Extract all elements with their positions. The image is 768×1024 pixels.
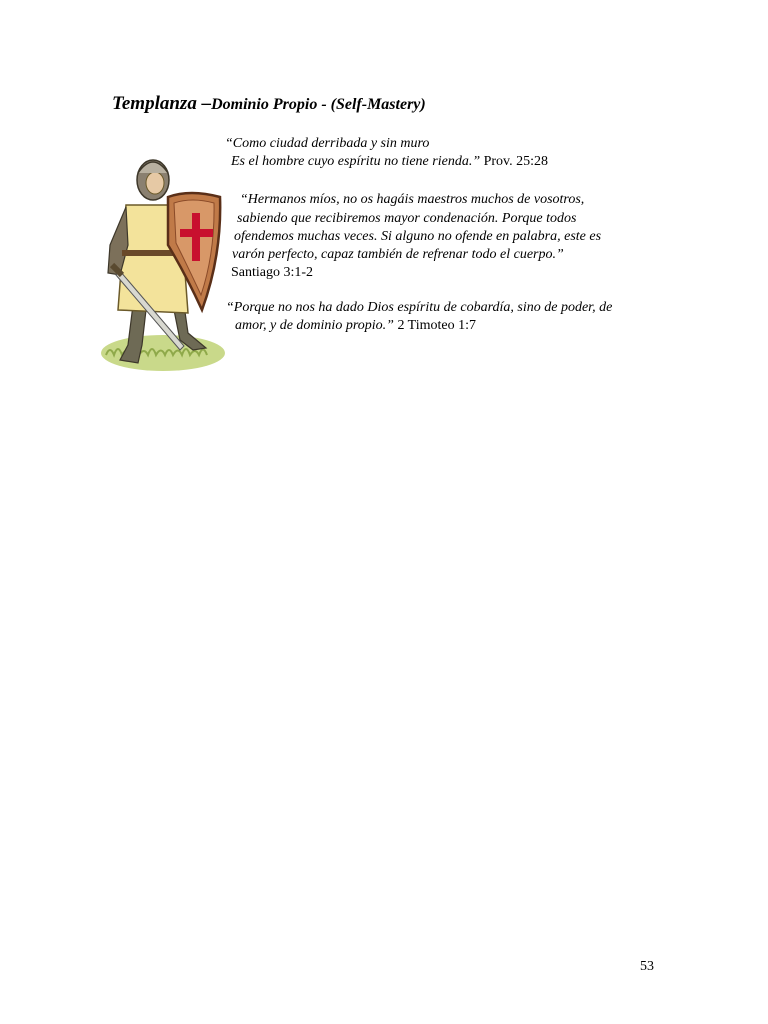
title-dominio-propio: Dominio Propio - bbox=[211, 96, 331, 113]
verse-2-line-4: varón perfecto, capaz también de refrenar todo el cuerpo.” bbox=[232, 247, 564, 262]
verse-1-line-1: “Como ciudad derribada y sin muro bbox=[225, 136, 430, 151]
knight-illustration bbox=[98, 145, 238, 380]
verse-2-line-3: ofendemos muchas veces. Si alguno no ofende en palabra, este es bbox=[234, 229, 602, 244]
verse-1-line-2-text: Es el hombre cuyo espíritu no tiene rienda.” bbox=[231, 154, 481, 169]
verse-3-line-2-text: amor, y de dominio propio.” bbox=[235, 318, 394, 333]
title-templanza: Templanza – bbox=[112, 93, 212, 114]
verse-2-line-1: “Hermanos míos, no os hagáis maestros muchos de vosotros, bbox=[240, 192, 585, 207]
verse-3-reference: 2 Timoteo 1:7 bbox=[397, 318, 477, 333]
verse-2-reference: Santiago 3:1-2 bbox=[231, 265, 314, 280]
verse-1-line-2 bbox=[231, 153, 548, 171]
verse-1-reference: Prov. 25:28 bbox=[483, 154, 549, 169]
section-title bbox=[112, 93, 426, 115]
page-number: 53 bbox=[640, 959, 654, 974]
title-self-mastery: (Self-Mastery) bbox=[330, 96, 426, 113]
verse-3-line-2 bbox=[235, 317, 476, 335]
verse-2-line-2: sabiendo que recibiremos mayor condenación. Porque todos bbox=[237, 211, 577, 226]
verse-3-line-1: “Porque no nos ha dado Dios espíritu de cobardía, sino de poder, de bbox=[226, 300, 613, 315]
